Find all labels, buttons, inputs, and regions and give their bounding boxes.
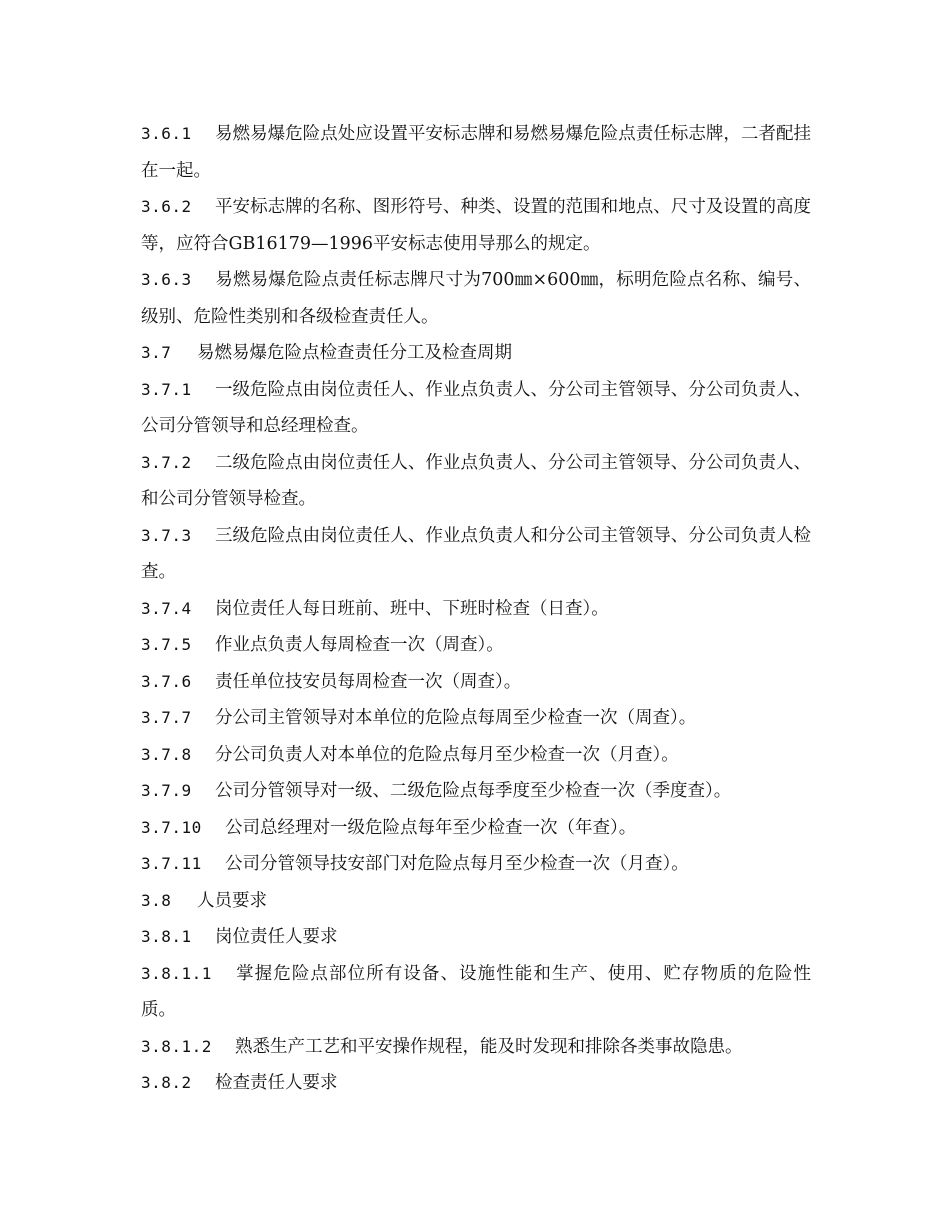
section-number: 3.7 xyxy=(141,343,172,362)
section-number: 3.7.6 xyxy=(141,671,192,691)
paragraph-text: 易燃易爆危险点处应设置平安标志牌和易燃易爆危险点责任标志牌，二者配挂在一起。 xyxy=(141,124,811,181)
section-heading: 易燃易爆危险点检查责任分工及检查周期 xyxy=(197,343,512,363)
paragraph-text: 二级危险点由岗位责任人、作业点负责人、分公司主管领导、分公司负责人、和公司分管领导检查。 xyxy=(141,452,811,509)
paragraph-3-8-1-2 xyxy=(141,1029,811,1066)
section-number: 3.7.8 xyxy=(141,744,192,764)
paragraph-text: 熟悉生产工艺和平安操作规程，能及时发现和排除各类事故隐患。 xyxy=(235,1036,743,1057)
paragraph-3-8-1-1 xyxy=(141,956,811,1029)
section-number: 3.7.4 xyxy=(141,598,192,618)
section-number: 3.7.1 xyxy=(141,379,192,399)
paragraph-text: 责任单位技安员每周检查一次（周查）。 xyxy=(215,671,522,692)
paragraph-3-8-2 xyxy=(141,1065,811,1102)
paragraph-text: 公司分管领导技安部门对危险点每月至少检查一次（月查）。 xyxy=(225,854,689,874)
paragraph-3-7-1 xyxy=(141,372,811,445)
paragraph-3-7-11 xyxy=(141,846,811,883)
paragraph-text: 检查责任人要求 xyxy=(215,1073,338,1093)
paragraph-text: 分公司负责人对本单位的危险点每月至少检查一次（月查）。 xyxy=(215,744,679,765)
section-number: 3.7.3 xyxy=(141,525,192,545)
section-number: 3.7.11 xyxy=(141,854,202,873)
heading-3-7 xyxy=(141,335,811,372)
paragraph-3-6-2 xyxy=(141,189,811,262)
section-number: 3.8.1.1 xyxy=(141,963,212,983)
paragraph-3-7-9 xyxy=(141,773,811,810)
section-number: 3.8 xyxy=(141,890,172,910)
paragraph-3-7-8 xyxy=(141,737,811,774)
section-number: 3.7.5 xyxy=(141,635,192,654)
paragraph-text: 一级危险点由岗位责任人、作业点负责人、分公司主管领导、分公司负责人、公司分管领导和总经理检查。 xyxy=(141,379,811,436)
section-heading: 人员要求 xyxy=(197,890,267,911)
paragraph-text: 掌握危险点部位所有设备、设施性能和生产、使用、贮存物质的危险性质。 xyxy=(141,963,811,1020)
paragraph-text: 作业点负责人每周检查一次（周查）。 xyxy=(215,635,504,655)
section-number: 3.8.1.2 xyxy=(141,1036,212,1056)
paragraph-3-7-5 xyxy=(141,627,811,664)
paragraph-text: 公司总经理对一级危险点每年至少检查一次（年查）。 xyxy=(225,817,637,838)
paragraph-3-8-1 xyxy=(141,919,811,956)
paragraph-3-6-3 xyxy=(141,262,811,335)
section-number: 3.6.2 xyxy=(141,197,192,216)
paragraph-text: 分公司主管领导对本单位的危险点每周至少检查一次（周查）。 xyxy=(215,708,697,728)
heading-3-8 xyxy=(141,883,811,920)
paragraph-text: 公司分管领导对一级、二级危险点每季度至少检查一次（季度查）。 xyxy=(215,781,732,801)
document-body xyxy=(141,116,811,1102)
section-number: 3.7.10 xyxy=(141,817,202,837)
paragraph-3-7-6 xyxy=(141,664,811,701)
section-number: 3.7.7 xyxy=(141,708,192,727)
section-number: 3.6.1 xyxy=(141,124,192,143)
paragraph-3-6-1 xyxy=(141,116,811,189)
paragraph-3-7-10 xyxy=(141,810,811,847)
section-number: 3.6.3 xyxy=(141,270,192,289)
paragraph-3-7-2 xyxy=(141,445,811,518)
paragraph-3-7-4 xyxy=(141,591,811,628)
paragraph-text: 岗位责任人每日班前、班中、下班时检查（日查）。 xyxy=(215,598,609,619)
paragraph-text: 三级危险点由岗位责任人、作业点负责人和分公司主管领导、分公司负责人检查。 xyxy=(141,525,811,582)
paragraph-text: 岗位责任人要求 xyxy=(215,927,338,947)
paragraph-text: 平安标志牌的名称、图形符号、种类、设置的范围和地点、尺寸及设置的高度等，应符合GB16179—1996平安标志使用导那么的规定。 xyxy=(141,197,811,254)
paragraph-3-7-3 xyxy=(141,518,811,591)
section-number: 3.7.2 xyxy=(141,452,192,472)
paragraph-3-7-7 xyxy=(141,700,811,737)
paragraph-text: 易燃易爆危险点责任标志牌尺寸为700㎜×600㎜，标明危险点名称、编号、级别、危险性类别和各级检查责任人。 xyxy=(141,270,811,327)
section-number: 3.8.2 xyxy=(141,1073,192,1092)
section-number: 3.7.9 xyxy=(141,781,192,800)
section-number: 3.8.1 xyxy=(141,927,192,946)
